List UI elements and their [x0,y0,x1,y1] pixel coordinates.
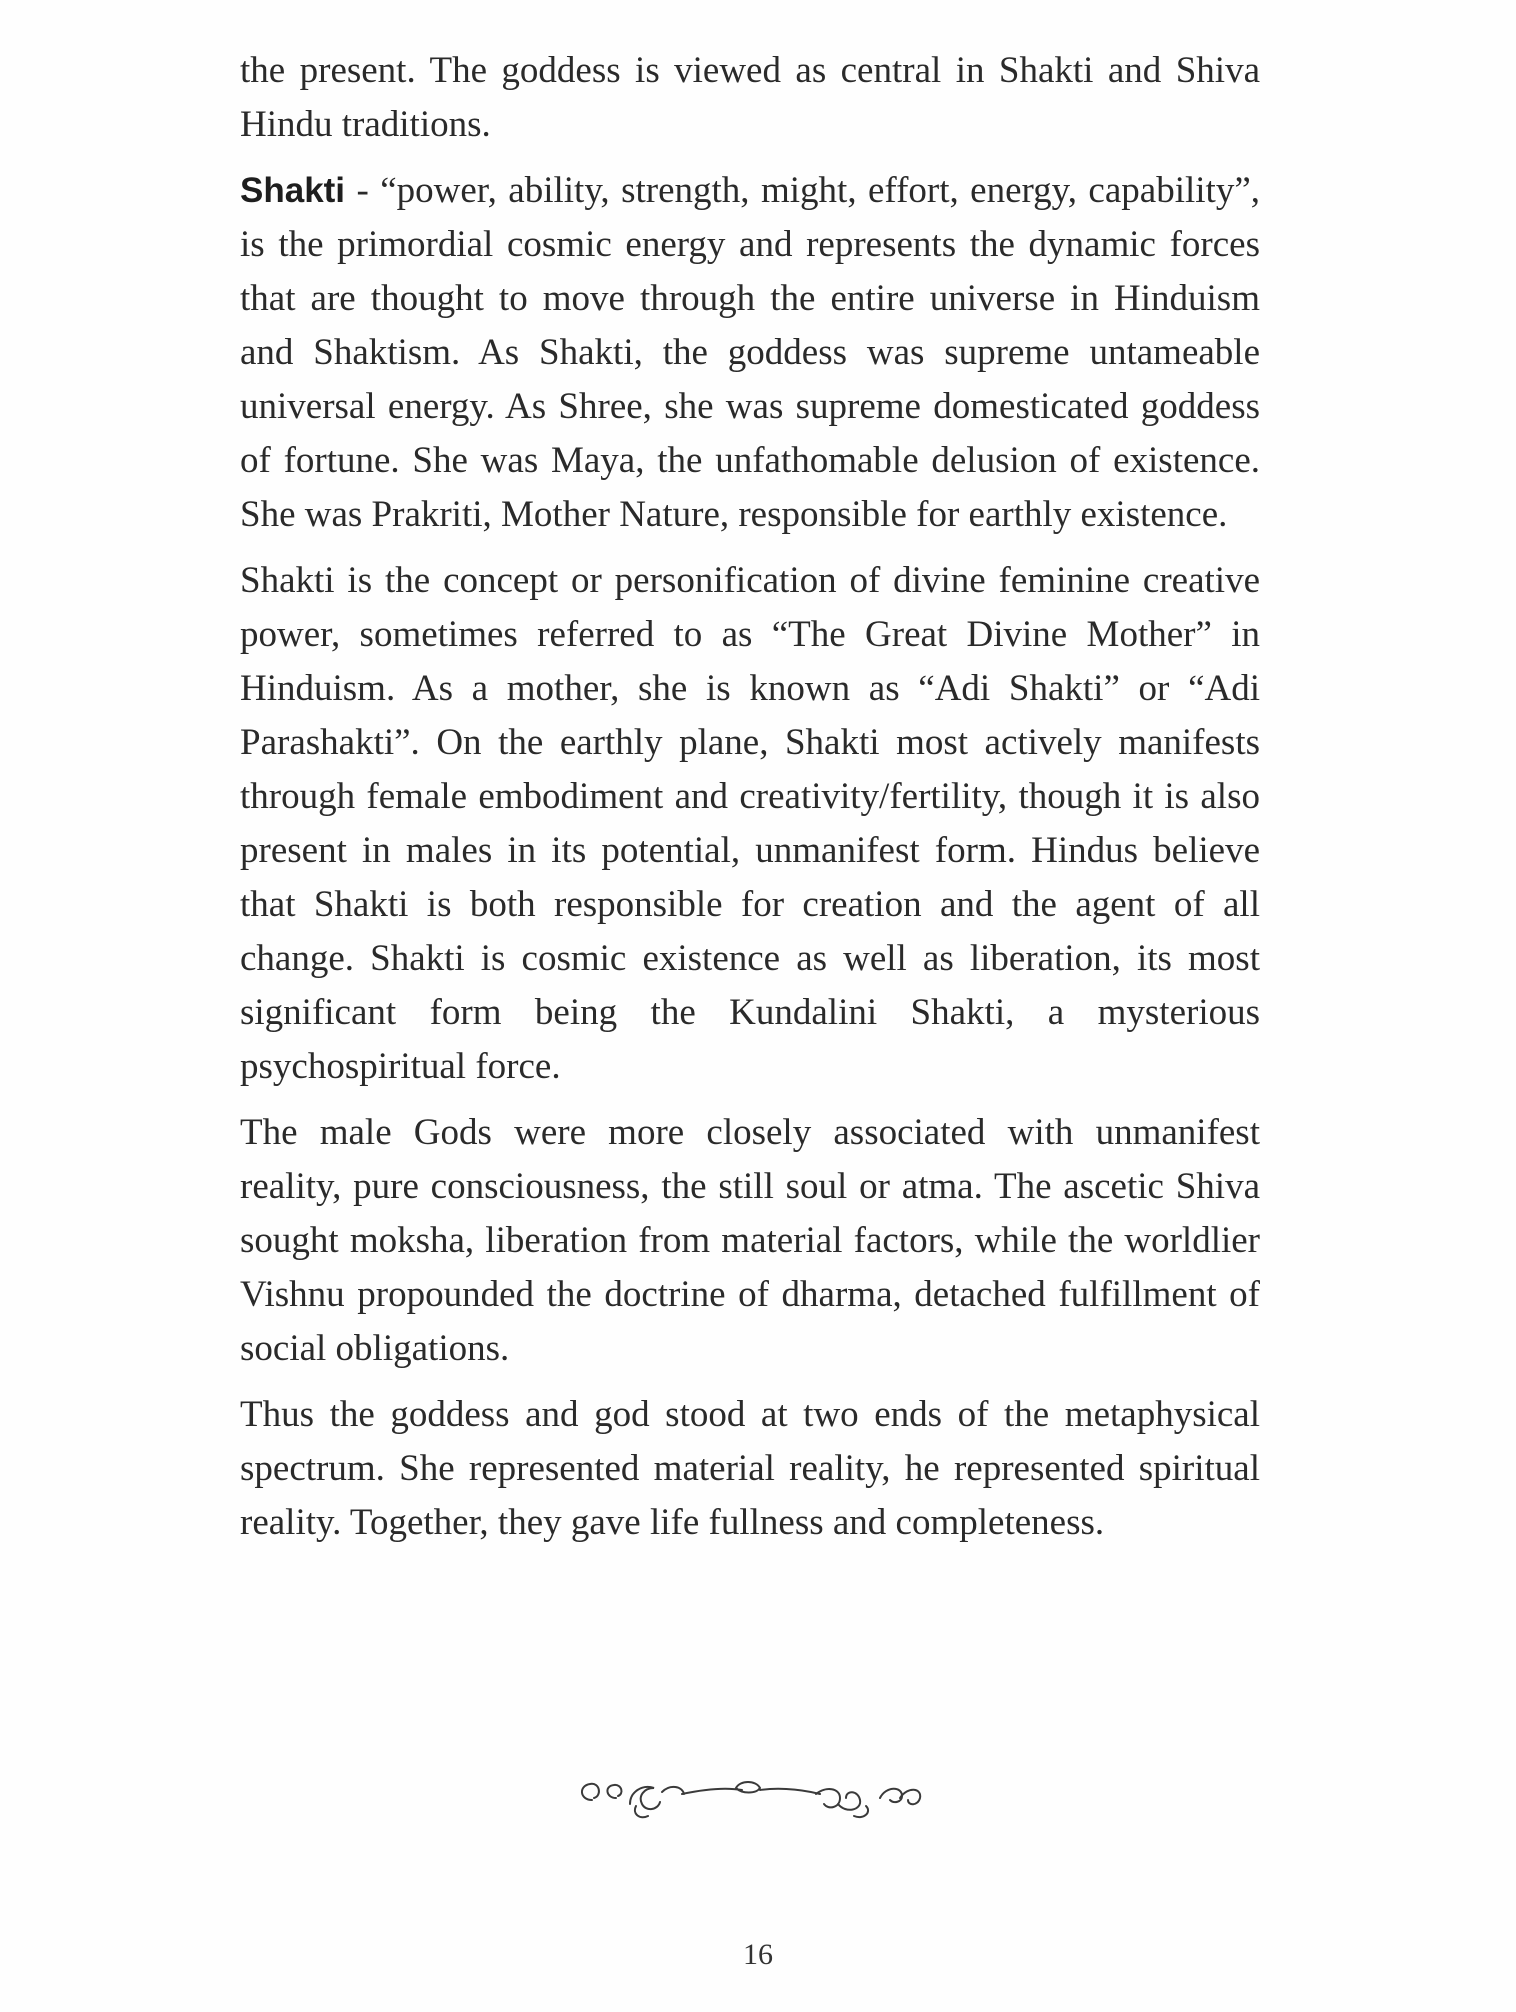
paragraph-conclusion: Thus the goddess and god stood at two ends of the metaphysical spectrum. She represented material reality, he represented spiritual reality. Together, they gave life fullness and completeness. [240,1394,1260,1543]
page-number: 16 [743,1938,773,1971]
term-shakti: Shakti [240,171,346,210]
body-text [240,44,1260,1562]
paragraph-shakti-concept: Shakti is the concept or personification of divine feminine creative power, sometimes referred to as “The Great Divine Mother” in Hinduism. As a mother, she is known as “Adi Shakti” or “Adi Parashakti”. On the earthly plane, Shakti most actively manifests through female embodiment and creativity/fertility, though it is also present in males in its potential, unmanifest form. Hindus believe that Shakti is both responsible for creation and the agent of all change. Shakti is cosmic existence as well as liberation, its most significant form being the Kundalini Shakti, a mysterious psychospiritual force. [240,560,1260,1087]
paragraph-shakti-definition [240,164,1260,542]
paragraph-male-gods: The male Gods were more closely associated with unmanifest reality, pure consciousness, the still soul or atma. The ascetic Shiva sought moksha, liberation from material factors, while the worldlier Vishnu propounded the doctrine of dharma, detached fulfillment of social obligations. [240,1112,1260,1369]
paragraph-intro: the present. The goddess is viewed as central in Shakti and Shiva Hindu traditions. [240,50,1260,145]
shakti-definition-text: - “power, ability, strength, might, effort, energy, capability”, is the primordial cosmic energy and represents the dynamic forces that are thought to move through the entire universe in Hinduism and Shaktism. As Shakti, the goddess was supreme untameable universal energy. As Shree, she was supreme domesticated goddess of fortune. She was Maya, the unfathomable delusion of existence. She was Prakriti, Mother Nature, responsible for earthly existence. [240,170,1260,535]
decorative-scroll-flourish-icon [570,1770,930,1830]
